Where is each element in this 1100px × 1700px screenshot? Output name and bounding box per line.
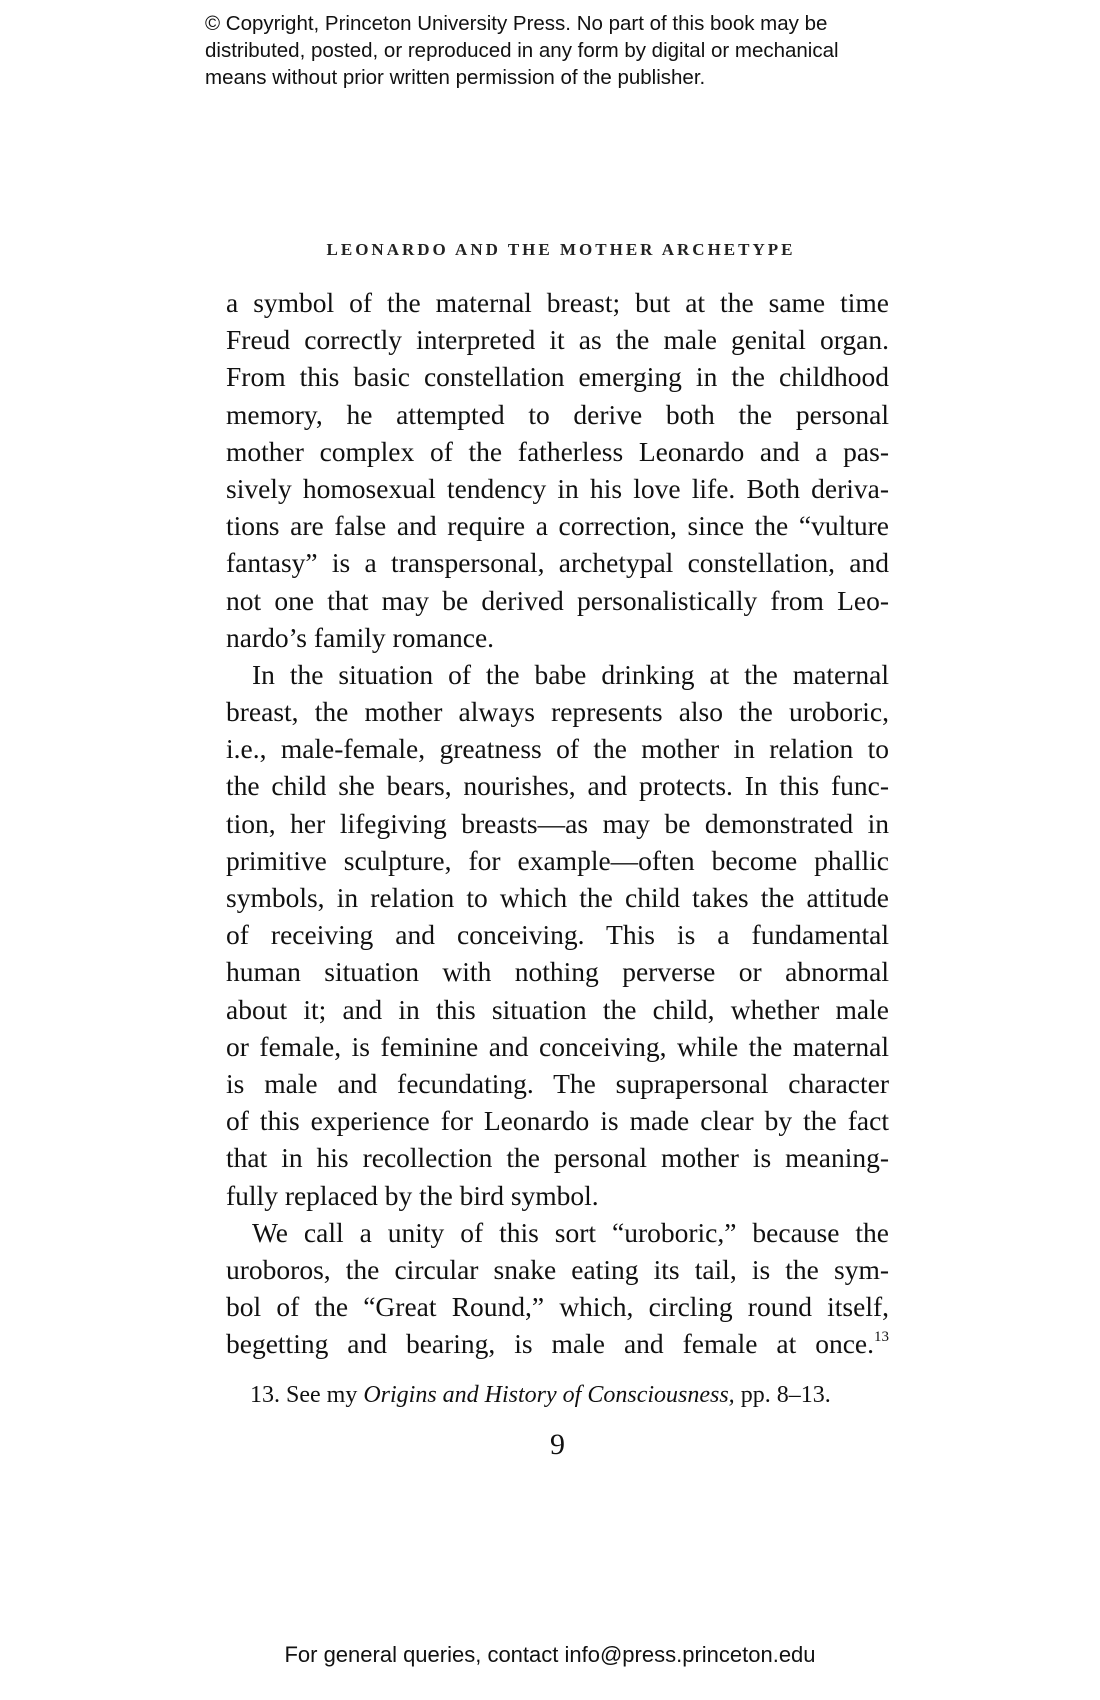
text-line: human situation with nothing perverse or abnormal	[226, 956, 889, 988]
text-line: breast, the mother always represents also the uroboric,	[226, 696, 889, 728]
page-number: 9	[550, 1428, 565, 1461]
copyright-line: means without prior written permission of the publisher.	[205, 66, 706, 89]
text-line: We call a unity of this sort “uroboric,” because the	[252, 1216, 889, 1248]
text-line: sively homosexual tendency in his love life. Both deriva-	[226, 472, 889, 504]
text-line: nardo’s family romance.	[226, 621, 495, 653]
text-line: of receiving and conceiving. This is a fundamental	[226, 919, 889, 951]
text-line: tions are false and require a correction, since the “vulture	[226, 510, 889, 542]
text-line: the child she bears, nourishes, and protects. In this func-	[226, 770, 889, 802]
copyright-line: distributed, posted, or reproduced in any form by digital or mechanical	[205, 39, 839, 62]
text-line: i.e., male-female, greatness of the mother in relation to	[226, 733, 889, 765]
text-line: fully replaced by the bird symbol.	[226, 1179, 599, 1211]
text-line: not one that may be derived personalistically from Leo-	[226, 584, 889, 616]
text-line: In the situation of the babe drinking at the maternal	[252, 658, 889, 690]
text-line: is male and fecundating. The suprapersonal character	[226, 1067, 889, 1099]
footnote-number: 13.	[250, 1382, 280, 1408]
text-line: fantasy” is a transpersonal, archetypal constellation, and	[226, 547, 889, 579]
footnote-suffix: pp. 8–13.	[740, 1382, 831, 1408]
text-line: begetting and bearing, is male and female at once.	[226, 1328, 874, 1360]
footnote	[250, 1382, 890, 1409]
text-line: or female, is feminine and conceiving, while the maternal	[226, 1030, 889, 1062]
running-head: LEONARDO AND THE MOTHER ARCHETYPE	[326, 240, 796, 259]
text-line: tion, her lifegiving breasts—as may be demonstrated in	[226, 807, 889, 839]
footnote-reference: 13	[874, 1329, 889, 1346]
text-line: primitive sculpture, for example—often become phallic	[226, 844, 889, 876]
footnote-prefix: See my	[286, 1382, 358, 1408]
text-line: mother complex of the fatherless Leonardo and a pas-	[226, 435, 889, 467]
text-line: a symbol of the maternal breast; but at the same time	[226, 287, 889, 318]
text-line: that in his recollection the personal mother is meaning-	[226, 1142, 889, 1174]
text-line: of this experience for Leonardo is made clear by the fact	[226, 1105, 889, 1137]
text-line: bol of the “Great Round,” which, circling round itself,	[226, 1291, 889, 1323]
body-text	[226, 284, 889, 1362]
text-line: memory, he attempted to derive both the personal	[226, 398, 889, 430]
text-line-with-note	[226, 1325, 889, 1362]
text-line: about it; and in this situation the child, whether male	[226, 993, 889, 1025]
copyright-line: © Copyright, Princeton University Press. No part of this book may be	[205, 12, 828, 35]
text-line: Freud correctly interpreted it as the male genital organ.	[226, 324, 889, 356]
text-line: symbols, in relation to which the child takes the attitude	[226, 882, 889, 913]
copyright-notice	[205, 10, 925, 91]
footnote-title: Origins and History of Consciousness,	[363, 1382, 735, 1408]
text-line: From this basic constellation emerging in the childhood	[226, 361, 889, 393]
footer-contact: For general queries, contact info@press.princeton.edu	[284, 1642, 816, 1667]
text-line: uroboros, the circular snake eating its tail, is the sym-	[226, 1253, 889, 1285]
